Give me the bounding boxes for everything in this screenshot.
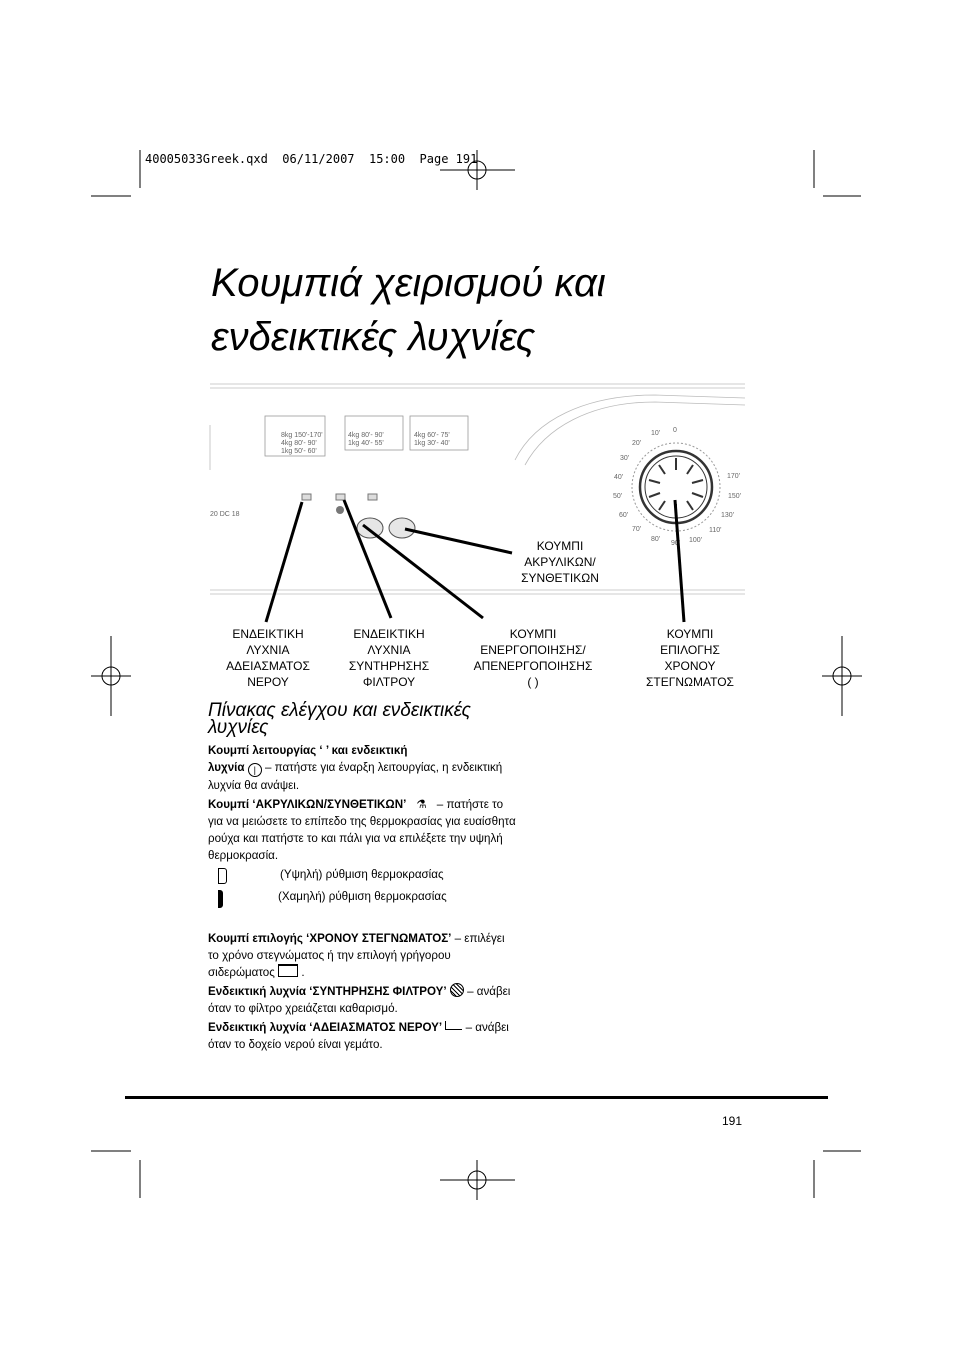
dial-number: 80' xyxy=(651,536,661,543)
low-temp-icon xyxy=(218,890,223,908)
program-row: 4kg 80'- 90' xyxy=(348,432,384,439)
dial-number: 10' xyxy=(651,430,661,437)
title-line-1: Κουμπιά χειρισμού και xyxy=(211,261,606,305)
page-number: 191 xyxy=(722,1114,743,1128)
dial-number: 150' xyxy=(728,493,742,500)
dial-number: 110' xyxy=(709,527,722,534)
section-body xyxy=(208,742,568,1053)
acrylic-icon: ⚗ xyxy=(416,798,427,811)
high-temp-icon xyxy=(218,868,227,884)
title-line-2: ενδεικτικές λυχνίες xyxy=(211,315,536,359)
callout-filter-lamp: ΕΝΔΕΙΚΤΙΚΗ ΛΥΧΝΙΑ ΣΥΝΤΗΡΗΣΗΣ ΦΙΛΤΡΟΥ xyxy=(348,627,430,689)
dial-number: 90' xyxy=(671,540,681,547)
file-slug: 40005033Greek.qxd 06/11/2007 15:00 Page 191 xyxy=(145,152,478,166)
program-row: 1kg 40'- 55' xyxy=(348,440,384,447)
para-acrylic: Κουμπί ‘ΑΚΡΥΛΙΚΩΝ/ΣΥΝΘΕΤΙΚΩΝ’ ⚗ – πατήστε το για να μειώσετε το επίπεδο της θερμοκρασίας για ευαίσθητα ρούχα και πατήστε το και πάλι για να επιλέξετε την υψηλή θερμοκρασία. xyxy=(208,798,516,862)
callout-water-lamp: ΕΝΔΕΙΚΤΙΚΗ ΛΥΧΝΙΑ ΑΔΕΙΑΣΜΑΤΟΣ ΝΕΡΟΥ xyxy=(226,627,310,689)
dial-number: 130' xyxy=(721,512,735,519)
iron-icon xyxy=(278,964,298,977)
dial-number: 100' xyxy=(689,537,703,544)
power-icon: | xyxy=(248,763,262,777)
temp-high-row: (Υψηλή) ρύθμιση θερμοκρασίας xyxy=(208,866,568,888)
program-row: 1kg 50'- 60' xyxy=(281,448,317,455)
para-power: Κουμπί λειτουργίας ‘ ’ και ενδεικτική λυχνία | – πατήστε για έναρξη λειτουργίας, η ενδεικτική λυχνία θα ανάψει. xyxy=(208,744,503,792)
para-filter: Ενδεικτική λυχνία ‘ΣΥΝΤΗΡΗΣΗΣ ΦΙΛΤΡΟΥ’ – ανάβει όταν το φίλτρο χρειάζεται καθαρισμό. xyxy=(208,985,511,1015)
para-time: Κουμπί επιλογής ‘ΧΡΟΝΟΥ ΣΤΕΓΝΩΜΑΤΟΣ’ – επιλέγει το χρόνο στεγνώματος ή την επιλογή γρήγορου σιδερώματος . xyxy=(208,932,505,979)
dial-number: 40' xyxy=(614,474,624,481)
dial-number: 60' xyxy=(619,512,629,519)
dial-number: 20' xyxy=(632,440,642,447)
dial-number: 0 xyxy=(673,427,677,434)
dial-number: 50' xyxy=(613,493,623,500)
callout-time-button: ΚΟΥΜΠΙ ΕΠΙΛΟΓΗΣ ΧΡΟΝΟΥ ΣΤΕΓΝΩΜΑΤΟΣ xyxy=(646,627,734,689)
program-row: 4kg 60'- 75' xyxy=(414,432,450,439)
water-tank-icon xyxy=(445,1021,462,1030)
dial-number: 170' xyxy=(727,473,741,480)
para-water: Ενδεικτική λυχνία ‘ΑΔΕΙΑΣΜΑΤΟΣ ΝΕΡΟΥ’ – ανάβει όταν το δοχείο νερού είναι γεμάτο. xyxy=(208,1021,509,1051)
dial-number: 30' xyxy=(620,455,630,462)
program-row: 4kg 80'- 90' xyxy=(281,440,317,447)
dial-number: 70' xyxy=(632,526,642,533)
callout-acrylic-button: ΚΟΥΜΠΙ ΑΚΡΥΛΙΚΩΝ/ ΣΥΝΘΕΤΙΚΩΝ xyxy=(521,539,599,585)
bottom-rule xyxy=(125,1096,828,1099)
section-heading: Πίνακας ελέγχου και ενδεικτικές λυχνίες xyxy=(208,700,471,738)
filter-icon xyxy=(450,983,464,997)
program-row: 1kg 30'- 40' xyxy=(414,440,450,447)
model-code: 20 DC 18 xyxy=(210,511,240,518)
callout-onoff-button: ΚΟΥΜΠΙ ΕΝΕΡΓΟΠΟΙΗΣΗΣ/ ΑΠΕΝΕΡΓΟΠΟΙΗΣΗΣ ( ) xyxy=(473,627,593,689)
temp-low-row: (Χαμηλή) ρύθμιση θερμοκρασίας xyxy=(208,888,568,910)
program-row: 8kg 150'-170' xyxy=(281,432,323,439)
